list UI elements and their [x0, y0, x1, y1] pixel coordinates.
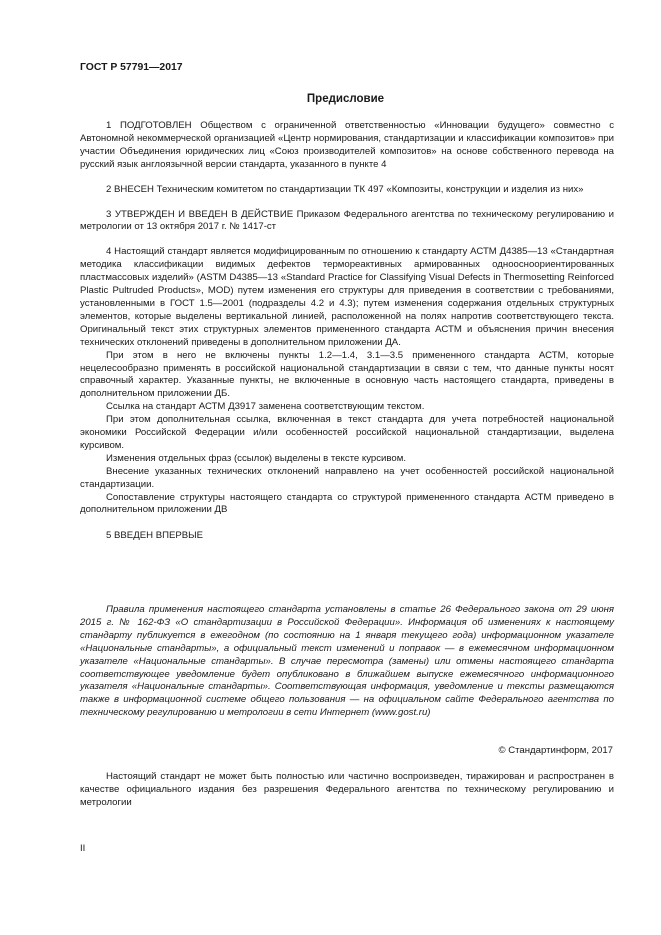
paragraph-4-additional-reference: При этом дополнительная ссылка, включенная в текст стандарта для учета потребностей национальной экономики Российской Федерации и/или особенностей российской национальной стандартизации, выделена курсивом. — [80, 414, 614, 451]
paragraph-4-excluded-clauses: При этом в него не включены пункты 1.2—1.4, 3.1—3.5 примененного стандарта АСТМ, которые нецелесообразно применять в российской национальной стандартизации в связи с тем, что данные пункты носят справочный характер. Указанные пункты, не включенные в основную часть настоящего стандарта, приведены в дополнительном приложении ДБ. — [80, 349, 614, 400]
page-number: II — [80, 843, 86, 854]
paragraph-5-introduced: 5 ВВЕДЕН ВПЕРВЫЕ — [106, 530, 204, 542]
paragraph-2-submitted: 2 ВНЕСЕН Техническим комитетом по стандартизации ТК 497 «Композиты, конструкции и изделия из них» — [106, 183, 584, 195]
document-code: ГОСТ Р 57791—2017 — [80, 62, 183, 73]
application-rules-notice: Правила применения настоящего стандарта установлены в статье 26 Федерального закона от 29 июня 2015 г. № 162-ФЗ «О стандартизации в Российской Федерации». Информация об изменениях к настоящему стандарту публикуется в ежегодном (по состоянию на 1 января текущего года) информационном указателе «Национальные стандарты», а официальный текст изменений и поправок — в ежемесячном информационном указателе «Национальные стандарты». В случае пересмотра (замены) или отмены настоящего стандарта соответствующее уведомление будет опубликовано в ближайшем выпуске ежемесячного информационного указателя «Национальные стандарты». Соответствующая информация, уведомление и тексты размещаются также в информационной системе общего пользования — на официальном сайте Федерального агентства по техническому регулированию и метрологии в сети Интернет (www.gost.ru) — [80, 604, 614, 719]
page-title: Предисловие — [306, 93, 385, 105]
paragraph-4-reference-replaced: Ссылка на стандарт АСТМ Д3917 заменена соответствующим текстом. — [106, 401, 425, 413]
foreword-body — [80, 120, 614, 543]
paragraph-3-approved: 3 УТВЕРЖДЕН И ВВЕДЕН В ДЕЙСТВИЕ Приказом Федерального агентства по техническому регулированию и метрологии от 13 октября 2017 г. № 1417-ст — [80, 208, 614, 233]
paragraph-4-deviations: Внесение указанных технических отклонений направлено на учет особенностей российской национальной стандартизации. — [80, 465, 614, 490]
paragraph-1-prepared: 1 ПОДГОТОВЛЕН Обществом с ограниченной ответственностью «Инновации будущего» совместно с Автономной некоммерческой организацией «Центр нормирования, стандартизации и классификации композитов» при участии Объединения юридических лиц «Союз производителей композитов» на основе собственного перевода на русский язык англоязычной версии стандарта, указанного в пункте 4 — [80, 120, 614, 170]
copyright: © Стандартинформ, 2017 — [498, 745, 613, 756]
paragraph-4-structure-comparison: Сопоставление структуры настоящего стандарта со структурой примененного стандарта АСТМ приведено в дополнительном приложении ДВ — [80, 491, 614, 516]
reproduction-rights: Настоящий стандарт не может быть полностью или частично воспроизведен, тиражирован и распространен в качестве официального издания без разрешения Федерального агентства по техническому регулированию и метрологии — [80, 771, 614, 808]
paragraph-4-modified: 4 Настоящий стандарт является модифицированным по отношению к стандарту АСТМ Д4385—13 «Стандартная методика классификации видимых дефектов термореактивных армированных одноосноориентированных пластмассовых изделий» (ASTM D4385—13 «Standard Practice for Classifying Visual Defects in Thermosetting Reinforced Plastic Pultruded Products», MOD) путем изменения его структуры для приведения в соответствии с требованиями, установленными в ГОСТ 1.5—2001 (подразделы 4.2 и 4.3); путем изменения содержания отдельных структурных элементов, которые выделены вертикальной линией, расположенной на полях напротив соответствующего текста. Оригинальный текст этих структурных элементов примененного стандарта АСТМ и объяснения причин внесения технических отклонений приведены в дополнительном приложении ДА. — [80, 246, 614, 348]
paragraph-4-phrase-changes: Изменения отдельных фраз (ссылок) выделены в тексте курсивом. — [106, 452, 406, 464]
